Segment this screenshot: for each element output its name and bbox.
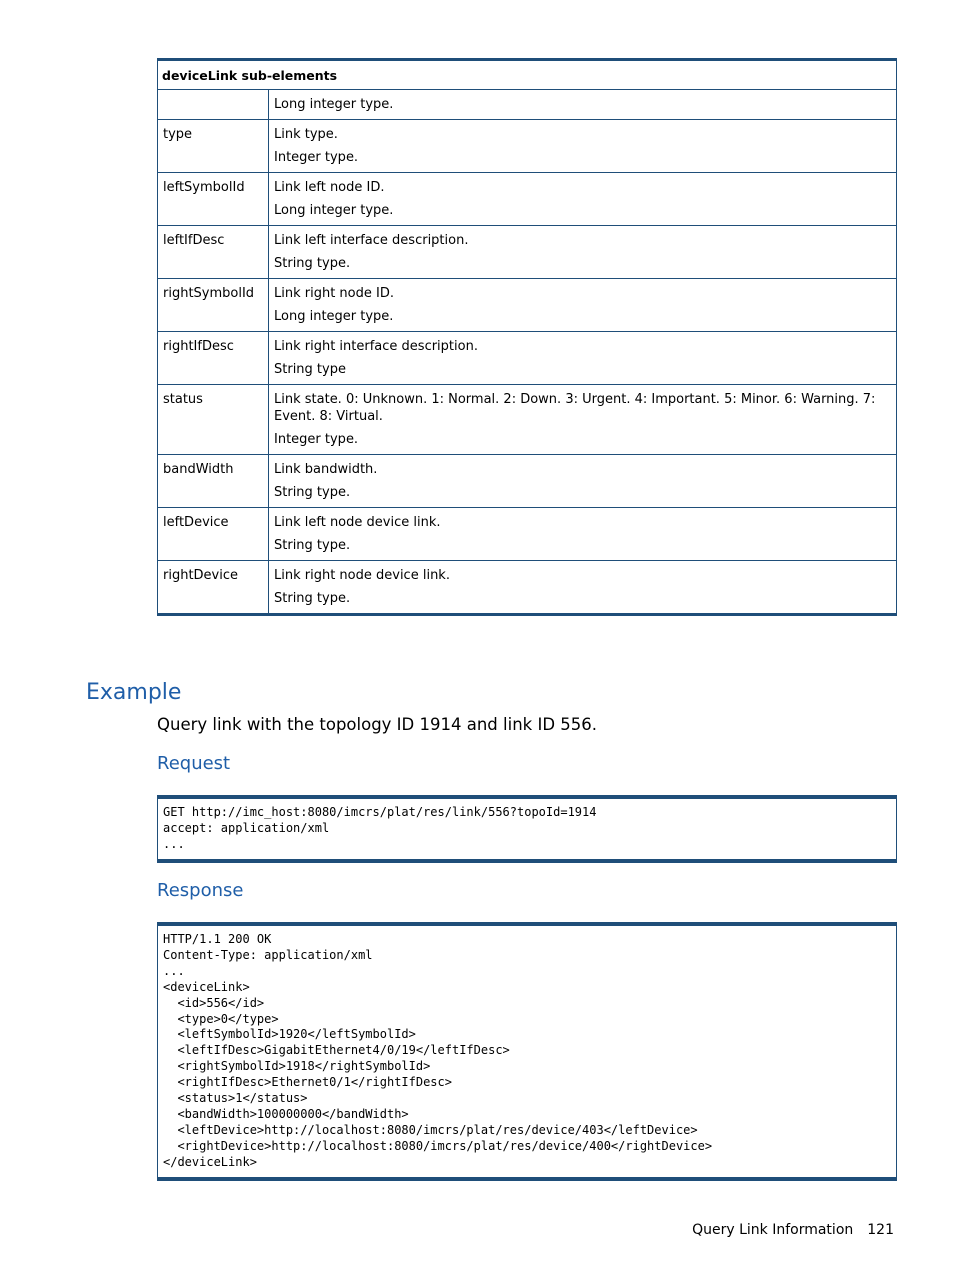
- element-name-cell: type: [158, 120, 269, 173]
- element-name-cell: rightSymbolId: [158, 279, 269, 332]
- element-description-cell: [269, 455, 897, 508]
- element-description-cell: [269, 332, 897, 385]
- element-description-cell: [269, 120, 897, 173]
- table-row: [158, 508, 897, 561]
- element-description-cell: [269, 561, 897, 615]
- element-name-cell: bandWidth: [158, 455, 269, 508]
- description-line: Link right interface description.: [274, 339, 478, 354]
- table-row: [158, 561, 897, 615]
- element-description-cell: [269, 279, 897, 332]
- description-line: Link right node ID.: [274, 286, 394, 301]
- request-heading: Request: [157, 753, 231, 774]
- table-row: [158, 455, 897, 508]
- description-line: Link left interface description.: [274, 233, 469, 248]
- element-name-cell: status: [158, 385, 269, 455]
- description-line: String type.: [274, 485, 351, 500]
- example-heading: Example: [86, 680, 182, 705]
- table-row: [158, 385, 897, 455]
- table-row: [158, 226, 897, 279]
- element-name-cell: leftIfDesc: [158, 226, 269, 279]
- element-name-cell: leftDevice: [158, 508, 269, 561]
- table-row: [158, 332, 897, 385]
- element-description-cell: [269, 90, 897, 120]
- page-number: 121: [867, 1222, 894, 1238]
- response-heading: Response: [157, 880, 244, 901]
- description-line: Link right node device link.: [274, 568, 450, 583]
- table-header-row: [158, 60, 897, 90]
- element-name-cell: rightIfDesc: [158, 332, 269, 385]
- request-code-block: GET http://imc_host:8080/imcrs/plat/res/link/556?topoId=1914 accept: application/xml ...: [157, 795, 897, 863]
- description-line: String type: [274, 362, 346, 377]
- page-footer: [692, 1222, 894, 1238]
- footer-section-title: Query Link Information: [692, 1222, 854, 1238]
- table-row: [158, 90, 897, 120]
- example-intro: Query link with the topology ID 1914 and link ID 556.: [157, 715, 598, 734]
- table-row: [158, 120, 897, 173]
- element-description-cell: [269, 173, 897, 226]
- response-code-block: HTTP/1.1 200 OK Content-Type: application/xml ... <deviceLink> <id>556</id> <type>0</type> <leftSymbolId>1920</leftSymbolId> <leftIfDesc>GigabitEthernet4/0/19</leftIfDesc> <rightSymbolId>1918</rightSymbolId> <rightIfDesc>Ethernet0/1</rightIfDesc> <status>1</status> <bandWidth>100000000</bandWidth> <leftDevice>http://localhost:8080/imcrs/plat/res/device/403</leftDevice> <rightDevice>http://localhost:8080/imcrs/plat/res/device/400</rightDevice> </deviceLink>: [157, 922, 897, 1181]
- element-description-cell: [269, 226, 897, 279]
- description-line: Link left node device link.: [274, 515, 441, 530]
- description-line: Long integer type.: [274, 309, 394, 324]
- description-line: Link type.: [274, 127, 338, 142]
- description-line: Long integer type.: [274, 203, 394, 218]
- element-description-cell: [269, 385, 897, 455]
- description-line: Long integer type.: [274, 97, 394, 112]
- description-line: String type.: [274, 256, 351, 271]
- table-body: [158, 90, 897, 615]
- description-line: Integer type.: [274, 150, 359, 165]
- description-line: String type.: [274, 591, 351, 606]
- element-description-cell: [269, 508, 897, 561]
- description-line: Link state. 0: Unknown. 1: Normal. 2: Down. 3: Urgent. 4: Important. 5: Minor. 6: Warning. 7: Event. 8: Virtual.: [274, 392, 876, 424]
- table-row: [158, 173, 897, 226]
- description-line: Integer type.: [274, 432, 359, 447]
- table-header: deviceLink sub-elements: [158, 60, 897, 90]
- description-line: Link bandwidth.: [274, 462, 378, 477]
- description-line: Link left node ID.: [274, 180, 385, 195]
- element-name-cell: [158, 90, 269, 120]
- element-name-cell: rightDevice: [158, 561, 269, 615]
- element-name-cell: leftSymbolId: [158, 173, 269, 226]
- table-row: [158, 279, 897, 332]
- description-line: String type.: [274, 538, 351, 553]
- devicelink-subelements-table: [157, 58, 897, 616]
